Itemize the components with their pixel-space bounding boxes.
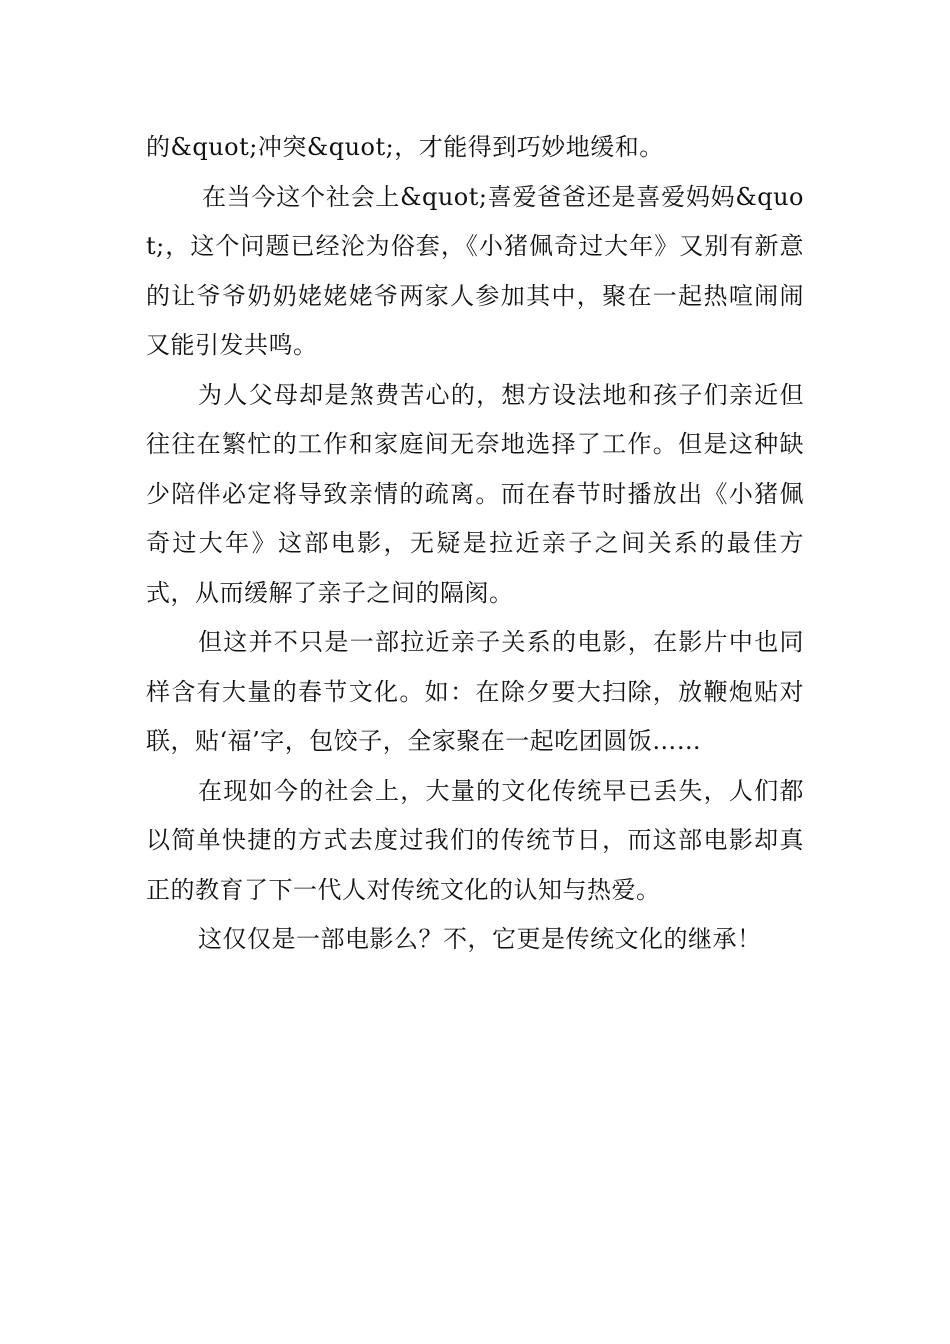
paragraph: 为人父母却是煞费苦心的，想方设法地和孩子们亲近但往往在繁忙的工作和家庭间无奈地选择了工作。但是这种缺少陪伴必定将导致亲情的疏离。而在春节时播放出《小猪佩奇过大年》这部电影，无疑是拉近亲子之间关系的最佳方式，从而缓解了亲子之间的隔阂。 <box>146 380 804 607</box>
document-body <box>146 123 804 965</box>
paragraph: 在现如今的社会上，大量的文化传统早已丢失，人们都以简单快捷的方式去度过我们的传统节日，而这部电影却真正的教育了下一代人对传统文化的认知与热爱。 <box>146 776 804 904</box>
paragraph: 在当今这个社会上&quot;喜爱爸爸还是喜爱妈妈&quot;，这个问题已经沦为俗套，《小猪佩奇过大年》又别有新意的让爷爷奶奶姥姥姥爷两家人参加其中，聚在一起热喧闹闹又能引发共鸣。 <box>146 182 804 359</box>
paragraph: 但这并不只是一部拉近亲子关系的电影，在影片中也同样含有大量的春节文化。如：在除夕要大扫除，放鞭炮贴对联，贴‘福’字，包饺子，全家聚在一起吃团圆饭…… <box>146 628 804 755</box>
paragraph-closing: 这仅仅是一部电影么？不，它更是传统文化的继承！ <box>198 925 762 953</box>
paragraph-continuation: 的&quot;冲突&quot;，才能得到巧妙地缓和。 <box>146 133 664 161</box>
